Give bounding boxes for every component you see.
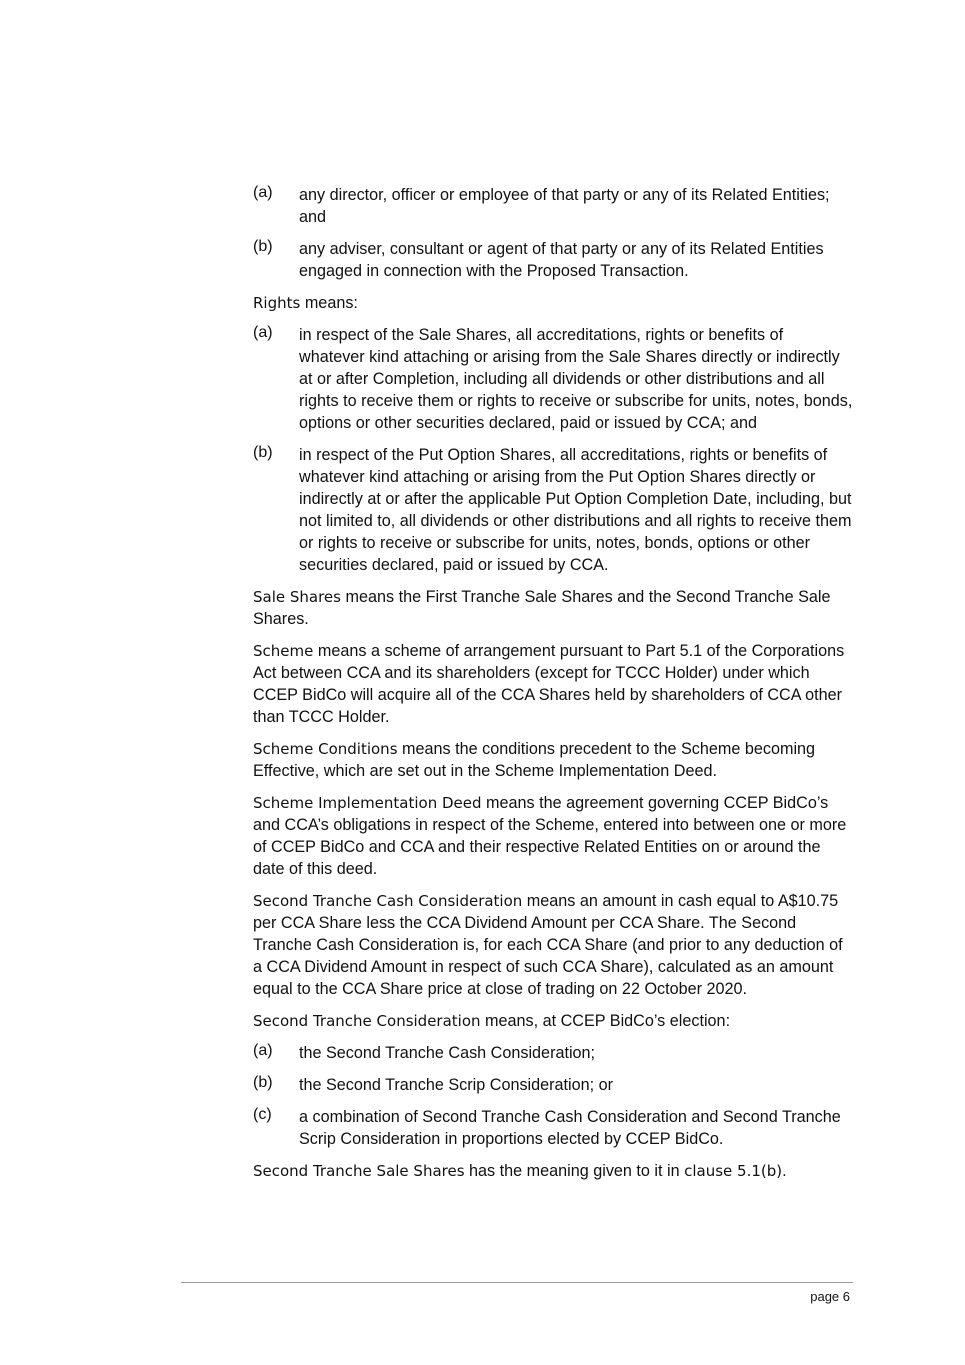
definition-text: means the conditions precedent to the Scheme becoming Effective, which are set out in the Scheme Implementation Deed. (253, 740, 816, 780)
definition-second-tranche-cash-consideration (253, 890, 853, 1000)
defined-term: Scheme Implementation Deed (253, 794, 482, 812)
definition-sale-shares (253, 586, 853, 630)
definition-end: . (782, 1162, 787, 1180)
definition-second-tranche-consideration (253, 1010, 853, 1032)
list-text: in respect of the Put Option Shares, all accreditations, rights or benefits of whatever kind attaching or arising from the Put Option Shares directly or indirectly at or after the applicable Put Option Completion Date, including, but not limited to, all dividends or other distributions and all rights to receive them or rights to receive or subscribe for units, notes, bonds, options or other securities declared, paid or issued by CCA. (299, 446, 852, 574)
defined-term: Scheme Conditions (253, 740, 398, 758)
definition-text: means a scheme of arrangement pursuant to Part 5.1 of the Corporations Act between CCA and its shareholders (except for TCCC Holder) under which CCEP BidCo will acquire all of the CCA Shares held by shareholders of CCA other than TCCC Holder. (253, 642, 845, 726)
definition-text: means, at CCEP BidCo’s election: (480, 1012, 731, 1030)
list-label: (a) (253, 324, 273, 341)
defined-term: Scheme (253, 642, 314, 660)
definition-scheme-implementation-deed (253, 792, 853, 880)
list-label: (b) (253, 1074, 273, 1091)
list-label: (b) (253, 444, 273, 461)
list-label: (b) (253, 238, 273, 255)
defined-term: Sale Shares (253, 588, 341, 606)
definition-text: means: (300, 294, 358, 312)
list-item-c (253, 1106, 853, 1150)
list-text: any adviser, consultant or agent of that party or any of its Related Entities engaged in connection with the Proposed Transaction. (299, 240, 824, 280)
list-item-a (253, 184, 853, 228)
defined-term: Second Tranche Consideration (253, 1012, 481, 1030)
definition-second-tranche-sale-shares (253, 1160, 853, 1182)
list-item-b (253, 1074, 853, 1096)
footer-divider (181, 1282, 853, 1283)
definition-scheme-conditions (253, 738, 853, 782)
list-item-b (253, 238, 853, 282)
definition-scheme (253, 640, 853, 728)
definition-text: means the agreement governing CCEP BidCo’s and CCA’s obligations in respect of the Scheme, entered into between one or more of CCEP BidCo and CCA and their respective Related Entities on or around the date of this deed. (253, 794, 847, 878)
defined-term: Rights (253, 294, 301, 312)
list-item-b (253, 444, 853, 576)
list-item-a (253, 1042, 853, 1064)
clause-reference: clause 5.1(b) (684, 1162, 783, 1180)
list-label: (a) (253, 1042, 273, 1059)
page-number: page 6 (810, 1289, 850, 1304)
list-text: any director, officer or employee of that party or any of its Related Entities; and (299, 186, 830, 226)
list-label: (c) (253, 1106, 272, 1123)
list-text: the Second Tranche Cash Consideration; (299, 1044, 596, 1062)
definition-text: means the First Tranche Sale Shares and the Second Tranche Sale Shares. (253, 588, 831, 628)
list-text: a combination of Second Tranche Cash Consideration and Second Tranche Scrip Consideration in proportions elected by CCEP BidCo. (299, 1108, 841, 1148)
definition-rights (253, 292, 853, 314)
document-body (253, 184, 853, 1192)
defined-term: Second Tranche Sale Shares (253, 1162, 465, 1180)
definition-text: means an amount in cash equal to A$10.75 per CCA Share less the CCA Dividend Amount per CCA Share. The Second Tranche Cash Consideration is, for each CCA Share (and prior to any deduction of a CCA Dividend Amount in respect of such CCA Share), calculated as an amount equal to the CCA Share price at close of trading on 22 October 2020. (253, 892, 843, 998)
list-label: (a) (253, 184, 273, 201)
definition-text: has the meaning given to it in (464, 1162, 685, 1180)
list-text: in respect of the Sale Shares, all accreditations, rights or benefits of whatever kind attaching or arising from the Sale Shares directly or indirectly at or after Completion, including all dividends or other distributions and all rights to receive them or rights to receive or subscribe for units, notes, bonds, options or other securities declared, paid or issued by CCA; and (299, 326, 853, 432)
list-item-a (253, 324, 853, 434)
defined-term: Second Tranche Cash Consideration (253, 892, 523, 910)
list-text: the Second Tranche Scrip Consideration; or (299, 1076, 614, 1094)
